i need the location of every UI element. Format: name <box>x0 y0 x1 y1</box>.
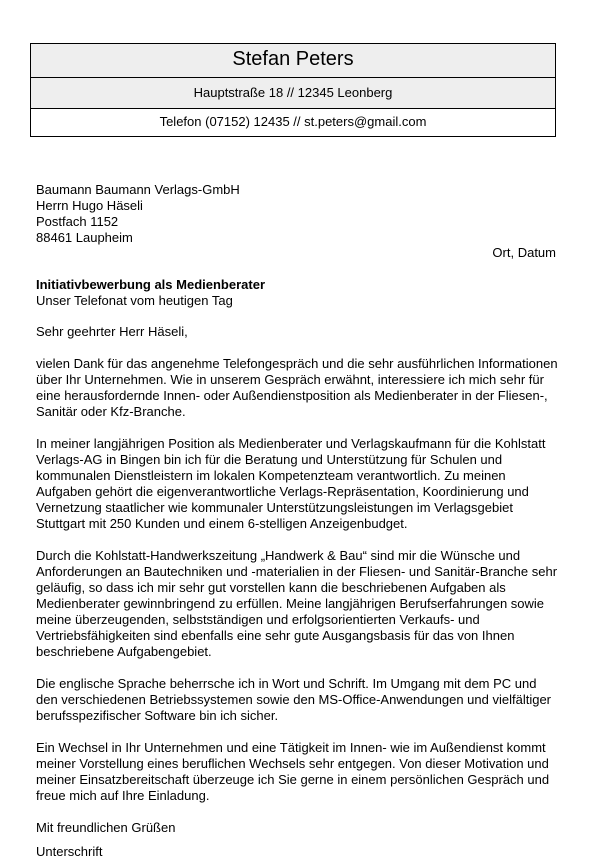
salutation: Sehr geehrter Herr Häseli, <box>36 324 188 339</box>
paragraph-qualification: Durch die Kohlstatt-Handwerkszeitung „Handwerk & Bau“ sind mir die Wünsche und Anforderungen an Bautechniken und -materialien in der Fliesen- und Sanitär-Branche sehr geläufig, so dass ich mir sehr gut vorstellen kann die beschriebenen Aufgaben als Medienberater gewinnbringend zu erfüllen. Meine langjährigen Berufserfahrungen sowie meine überzeugenden, selbstständigen und erfolgsorientierten Verkaufs- und Vertriebsfähigkeiten sind ebenfalls eine sehr gute Ausgangsbasis für das von Ihnen beschriebene Aufgabengebiet. <box>36 548 558 659</box>
letter-body <box>36 324 561 836</box>
sender-address: Hauptstraße 18 // 12345 Leonberg <box>31 77 555 108</box>
sender-name: Stefan Peters <box>31 44 555 77</box>
recipient-person: Herrn Hugo Häseli <box>36 198 143 213</box>
signature: Unterschrift <box>36 844 103 859</box>
paragraph-intro: vielen Dank für das angenehme Telefongespräch und die sehr ausführlichen Informationen über Ihr Unternehmen. Wie in unserem Gespräch erwähnt, interessiere ich mich sehr für eine herausfordernde Innen- oder Außendienstposition als Medienberater in der Fliesen-, Sanitär oder Kfz-Branche. <box>36 356 558 419</box>
subject-title: Initiativbewerbung als Medienberater <box>36 277 265 292</box>
subject-reference: Unser Telefonat vom heutigen Tag <box>36 293 233 308</box>
paragraph-experience: In meiner langjährigen Position als Medienberater und Verlagskaufmann für die Kohlstatt Verlags-AG in Bingen bin ich für die Beratung und Unterstützung für Schulen und kommunalen Dienstleistern im lokalen Kompetenzteam verantwortlich. Zu meinen Aufgaben gehört die eigenverantwortliche Verlags-Repräsentation, Koordinierung und Vernetzung staatlicher wie kommunaler Unterstützungsleistungen im Verlagsgebiet Stuttgart mit 250 Kunden und einem 6-stelligen Anzeigenbudget. <box>36 436 546 531</box>
recipient-address <box>36 182 240 246</box>
subject-block <box>36 277 265 309</box>
closing: Mit freundlichen Grüßen <box>36 820 176 835</box>
recipient-city: 88461 Laupheim <box>36 230 133 245</box>
recipient-po-box: Postfach 1152 <box>36 214 119 229</box>
place-date: Ort, Datum <box>492 245 556 260</box>
paragraph-motivation: Ein Wechsel in Ihr Unternehmen und eine Tätigkeit im Innen- wie im Außendienst kommt meiner Vorstellung eines beruflichen Wechsels sehr entgegen. Von dieser Motivation und meiner Einsatzbereitschaft überzeuge ich Sie gerne in einem persönlichen Gespräch und freue mich auf Ihre Einladung. <box>36 740 550 803</box>
letterhead <box>30 43 556 137</box>
recipient-company: Baumann Baumann Verlags-GmbH <box>36 182 240 197</box>
sender-contact: Telefon (07152) 12435 // st.peters@gmail.com <box>31 108 555 136</box>
paragraph-skills: Die englische Sprache beherrsche ich in Wort und Schrift. Im Umgang mit dem PC und den verschiedenen Betriebssystemen sowie den MS-Office-Anwendungen und vielfältiger berufsspezifischer Software bin ich sicher. <box>36 676 551 723</box>
